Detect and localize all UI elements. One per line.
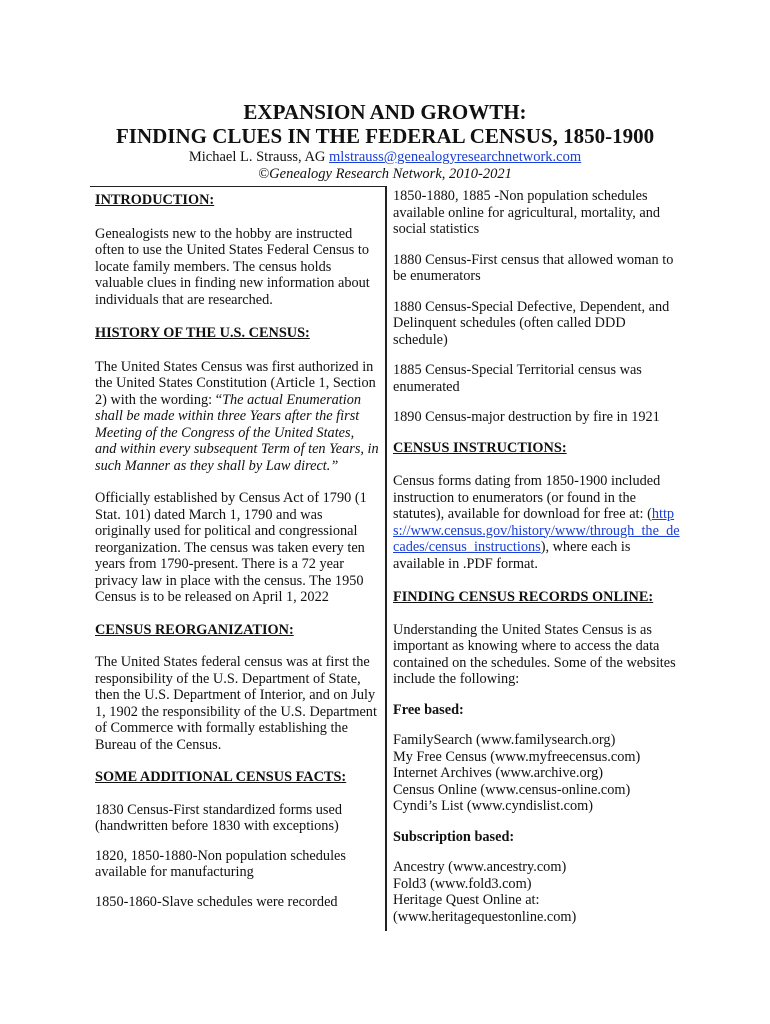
page-title-line2: FINDING CLUES IN THE FEDERAL CENSUS, 1850-1900 <box>115 124 655 148</box>
column-divider <box>385 186 387 931</box>
instructions-text <box>393 473 683 572</box>
fact-item: 1880 Census-First census that allowed woman to be enumerators <box>393 251 674 284</box>
history-heading: HISTORY OF THE U.S. CENSUS: <box>95 325 310 341</box>
top-rule <box>90 186 385 187</box>
reorganization-text: The United States federal census was at first the responsibility of the U.S. Department of State, then the U.S. Department of Interior, and on July 1, 1902 the responsibility of the U.S. Department of Commerce with formally establishing the Bureau of the Census. <box>95 654 377 753</box>
instructions-text-before: Census forms dating from 1850-1900 included instruction to enumerators (or found in the statutes), available for download for free at: ( <box>393 473 661 522</box>
list-item: Heritage Quest Online at: <box>393 892 540 908</box>
author-email-link[interactable]: mlstrauss@genealogyresearchnetwork.com <box>329 149 582 165</box>
free-based-heading: Free based: <box>393 701 464 718</box>
copyright-notice: ©Genealogy Research Network, 2010-2021 <box>258 166 512 182</box>
instructions-heading: CENSUS INSTRUCTIONS: <box>393 439 567 456</box>
list-item: My Free Census (www.myfreecensus.com) <box>393 748 641 765</box>
fact-item: 1850-1860-Slave schedules were recorded <box>95 893 338 910</box>
online-text: Understanding the United States Census is as important as knowing where to access the data contained on the schedules. Some of the websites include the following: <box>393 621 676 687</box>
facts-heading: SOME ADDITIONAL CENSUS FACTS: <box>95 769 347 785</box>
list-item: Internet Archives (www.archive.org) <box>393 765 604 781</box>
list-item: FamilySearch (www.familysearch.org) <box>393 732 616 748</box>
fact-item: 1850-1880, 1885 -Non population schedules available online for agricultural, mortality, and social statistics <box>393 188 661 237</box>
subscription-based-heading: Subscription based: <box>393 828 515 845</box>
census-instructions-link[interactable]: https://www.census.gov/history/www/through_the_decades/census_instructions <box>393 506 680 555</box>
history-text-plain: The United States Census was first authorized in the United States Constitution (Article 1, Section 2) with the wording: “ <box>95 358 376 408</box>
instructions-text-after: ), where each is available in .PDF format. <box>393 539 631 572</box>
history-text-2: Officially established by Census Act of 1790 (1 Stat. 101) dated March 1, 1790 and was originally used for political and congressional reorganization. The census was taken every ten years from 1790-present. There is a 72 year privacy law in place with the census. The 1950 Census is to be released on April 1, 2022 <box>95 490 367 605</box>
reorganization-heading: CENSUS REORGANIZATION: <box>95 621 294 638</box>
list-item: Census Online (www.census-online.com) <box>393 781 631 798</box>
fact-item: 1880 Census-Special Defective, Dependent, and Delinquent schedules (often called DDD schedule) <box>393 298 670 348</box>
byline <box>0 149 770 166</box>
author-name: Michael L. Strauss, AG <box>188 149 326 165</box>
list-item: Cyndi’s List (www.cyndislist.com) <box>393 798 594 814</box>
fact-item: 1890 Census-major destruction by fire in 1921 <box>393 409 660 425</box>
history-text <box>95 359 379 475</box>
free-sites-list <box>393 732 683 815</box>
constitution-quote: The actual Enumeration shall be made within three Years after the first Meeting of the Congress of the United States, and within every subsequent Term of ten Years, in such Manner as they shall by Law direct.” <box>95 391 379 474</box>
fact-item: 1885 Census-Special Territorial census was enumerated <box>393 362 642 395</box>
list-item: Fold3 (www.fold3.com) <box>393 875 532 892</box>
introduction-text: Genealogists new to the hobby are instructed often to use the United States Federal Census to locate family members. The census holds valuable clues in finding new information about individuals that are researched. <box>95 225 370 308</box>
list-item: (www.heritagequestonline.com) <box>393 908 577 925</box>
left-column <box>95 188 379 910</box>
online-heading: FINDING CENSUS RECORDS ONLINE: <box>393 589 654 605</box>
list-item: Ancestry (www.ancestry.com) <box>393 859 567 875</box>
introduction-heading: INTRODUCTION: <box>95 192 215 208</box>
right-column <box>393 188 683 925</box>
page-title-line1: EXPANSION AND GROWTH: <box>243 100 527 124</box>
fact-item: 1830 Census-First standardized forms used (handwritten before 1830 with exceptions) <box>95 801 342 834</box>
subscription-sites-list <box>393 859 683 925</box>
fact-item: 1820, 1850-1880-Non population schedules available for manufacturing <box>95 847 346 880</box>
